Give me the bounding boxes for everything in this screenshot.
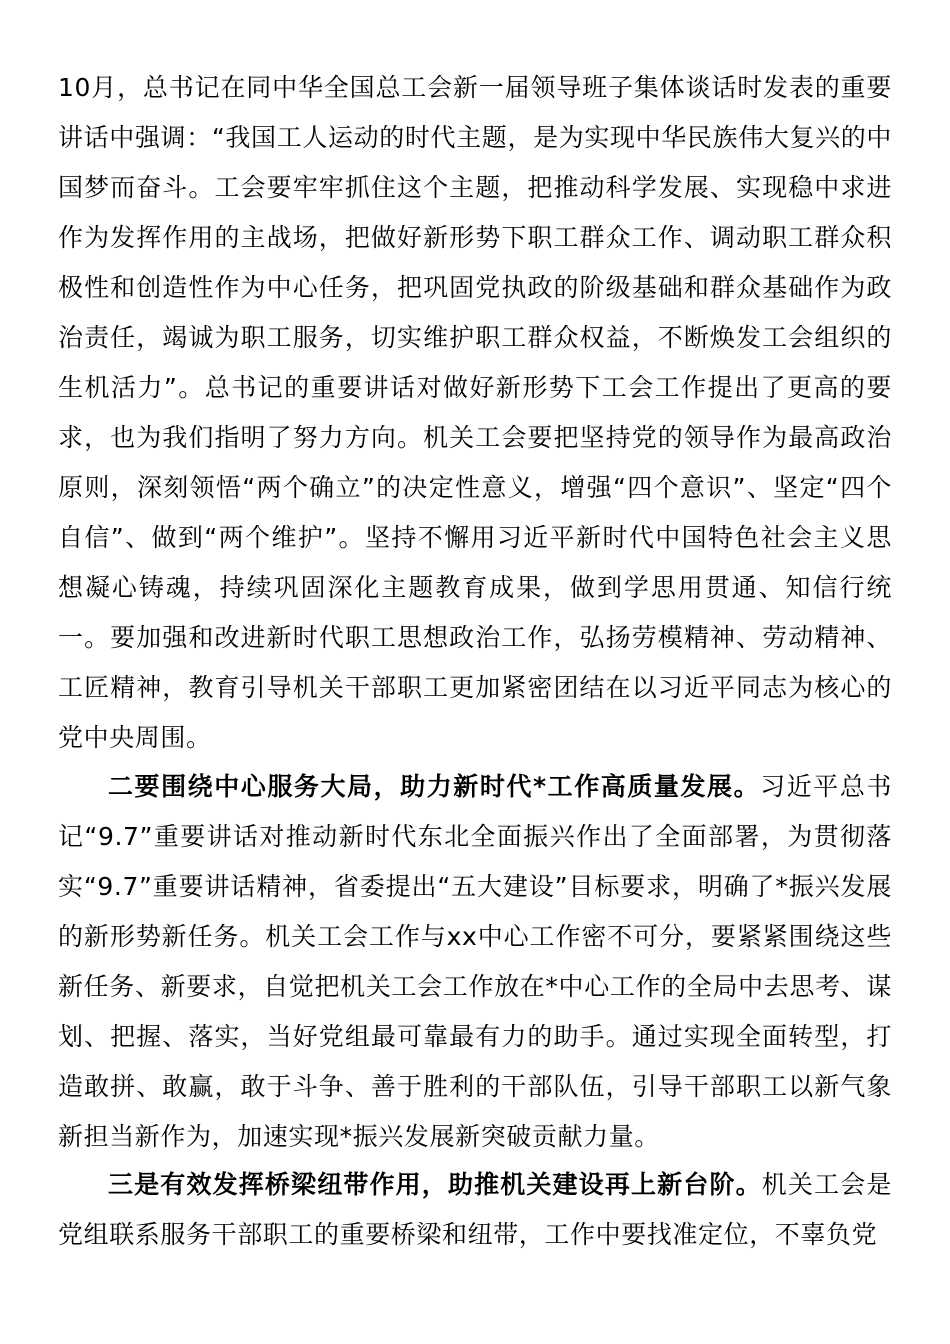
paragraph-3-text: 机关工会是党组联系服务干部职工的重要桥梁和纽带，工作中要找准定位，不辜负党 — [58, 1170, 892, 1249]
paragraph-1-text: 10月，总书记在同中华全国总工会新一届领导班子集体谈话时发表的重要讲话中强调：“我国工人运动的时代主题，是为实现中华民族伟大复兴的中国梦而奋斗。工会要牢牢抓住这个主题，把推动科学发展、实现稳中求进作为发挥作用的主战场，把做好新形势下职工群众工作、调动职工群众积极性和创造性作为中心任务，把巩固党执政的阶级基础和群众基础作为政治责任，竭诚为职工服务，切实维护职工群众权益，不断焕发工会组织的生机活力”。总书记的重要讲话对做好新形势下工会工作提出了更高的要求，也为我们指明了努力方向。机关工会要把坚持党的领导作为最高政治原则，深刻领悟“两个确立”的决定性意义，增强“四个意识”、坚定“四个自信”、做到“两个维护”。坚持不懈用习近平新时代中国特色社会主义思想凝心铸魂，持续巩固深化主题教育成果，做到学思用贯通、知信行统一。要加强和改进新时代职工思想政治工作，弘扬劳模精神、劳动精神、工匠精神，教育引导机关干部职工更加紧密团结在以习近平同志为核心的党中央周围。 — [58, 73, 892, 752]
paragraph-3 — [58, 1160, 892, 1260]
paragraph-2-text: 习近平总书记“9.7”重要讲话对推动新时代东北全面振兴作出了全面部署，为贯彻落实“9.7”重要讲话精神，省委提出“五大建设”目标要求，明确了*振兴发展的新形势新任务。机关工会工作与xx中心工作密不可分，要紧紧围绕这些新任务、新要求，自觉把机关工会工作放在*中心工作的全局中去思考、谋划、把握、落实，当好党组最可靠最有力的助手。通过实现全面转型，打造敢拼、敢赢，敢于斗争、善于胜利的干部队伍，引导干部职工以新气象新担当新作为，加速实现*振兴发展新突破贡献力量。 — [58, 772, 892, 1151]
paragraph-2-lead-heading: 二要围绕中心服务大局，助力新时代*工作高质量发展。 — [108, 772, 761, 801]
paragraph-3-lead-heading: 三是有效发挥桥梁纽带作用，助推机关建设再上新台阶。 — [108, 1170, 762, 1199]
paragraph-2 — [58, 762, 892, 1162]
paragraph-1 — [58, 63, 892, 763]
